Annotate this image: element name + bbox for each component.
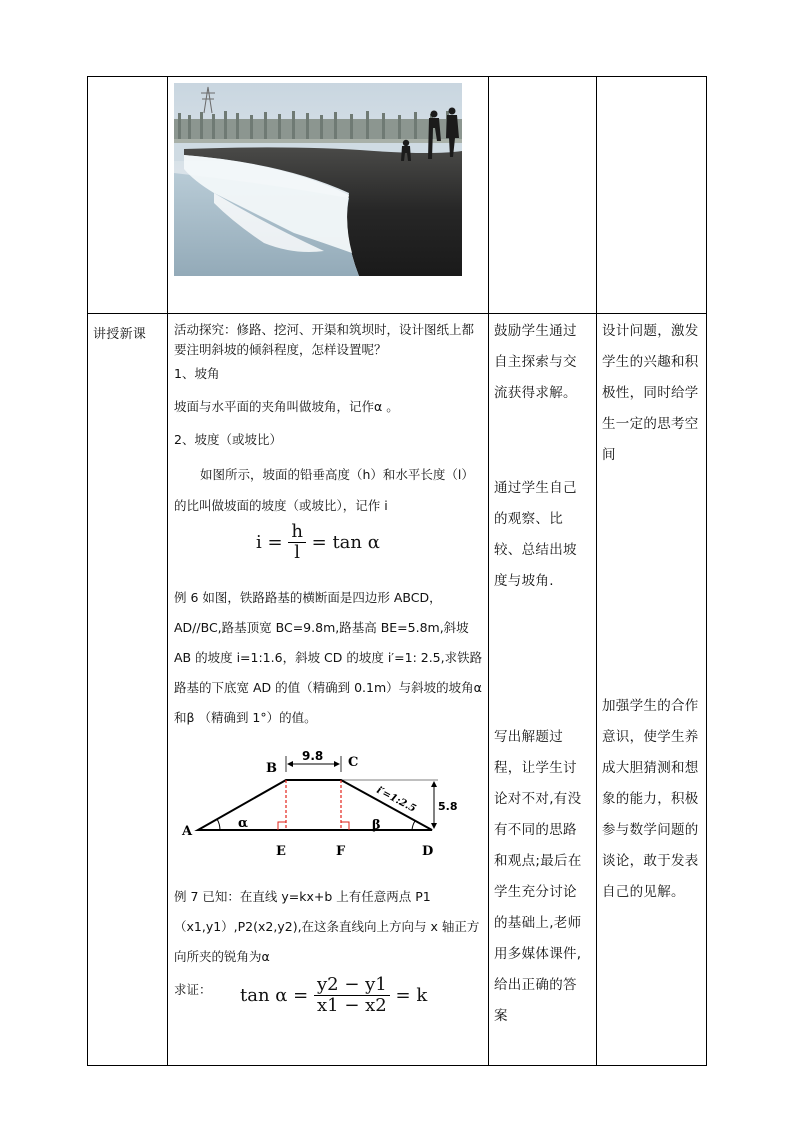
student-activity-3: 写出解题过程，让学生讨论对不对,有没有不同的思路和观点;最后在学生充分讨论的基础上,老师用多媒体课件,给出正确的答案 [494,729,582,1024]
table-bottom-border [87,1065,707,1066]
column-border-1 [167,76,168,1066]
prove-label: 求证： [174,982,212,997]
activity-prompt: 活动探究：修路、挖河、开渠和筑坝时，设计图纸上都要注明斜坡的倾斜程度，怎样设置呢？ [174,322,475,357]
student-activity-2: 通过学生自己的观察、比较、总结出坡度与坡角. [494,480,577,589]
formula1-fraction [288,522,306,563]
label-top-width: 9.8 [302,749,324,763]
example-7-text: 例 7 已知：在直线 y=kx+b 上有任意两点 P1（x1,y1）,P2(x2,y2),在这条直线向上方向与 x 轴正方向所夹的锐角为α [174,889,480,964]
formula1-denominator: l [294,541,300,563]
formula2-denominator: x1 − x2 [317,994,387,1016]
design-intent-1: 设计问题，激发学生的兴趣和积极性，同时给学生一定的思考空间 [602,323,699,463]
rubber-dam-photo [174,83,462,276]
label-height: 5.8 [438,800,458,813]
formula1-rhs: tan α [332,531,380,553]
formula2-rhs: k [416,984,428,1006]
railway-trapezoid-diagram [176,742,476,862]
formula2-fraction [314,975,390,1016]
example-6-text: 例 6 如图，铁路路基的横断面是四边形 ABCD，AD//BC,路基顶宽 BC=9.8m,路基高 BE=5.8m,斜坡 AB 的坡度 i=1:1.6，斜坡 CD 的坡度 i′=1: 2.5,求铁路路基的下底宽 AD 的值（精确到 0.1m）与斜坡的坡角α 和β （精确到 1°）的值。 [174,590,483,725]
formula1-numerator: h [288,522,306,543]
gradient-definition: 如图所示，坡面的铅垂高度（h）和水平长度（l）的比叫做坡面的坡度（或坡比），记作 i [174,467,474,513]
column-border-2 [488,76,489,1066]
slope-angle-definition: 坡面与水平面的夹角叫做坡角，记作α 。 [174,399,399,414]
design-intent-2: 加强学生的合作意识，使学生养成大胆猜测和想象的能力，积极参与数学问题的谈论，敢于发表自己的见解。 [602,698,699,900]
label-F: F [336,844,346,859]
label-B: B [266,761,277,776]
label-slope-ratio: i′=1:2.5 [374,784,418,815]
gradient-formula: i = $\frac{h}{l}$ = tan α [256,521,380,563]
label-alpha: α [238,816,249,831]
slope-proof-formula: tan α = $\frac{y2 - y1}{x1 - x2}$ = k [240,974,428,1016]
label-C: C [348,755,359,770]
formula2-lhs: tan α [240,984,288,1006]
label-D: D [422,844,434,859]
gradient-heading: 2、坡度（或坡比） [174,432,282,447]
label-E: E [276,844,286,859]
formula2-numerator: y2 − y1 [314,975,390,996]
formula1-lhs: i [256,531,262,553]
row-label-lecture: 讲授新课 [93,327,147,342]
slope-angle-heading: 1、坡角 [174,366,220,381]
column-border-left [87,76,88,1066]
column-border-right [706,76,707,1066]
row-divider [87,313,707,314]
label-A: A [182,824,193,839]
student-activity-1: 鼓励学生通过自主探索与交流获得求解。 [494,323,577,401]
column-border-3 [596,76,597,1066]
table-top-border [87,76,707,77]
label-beta: β [372,818,381,833]
